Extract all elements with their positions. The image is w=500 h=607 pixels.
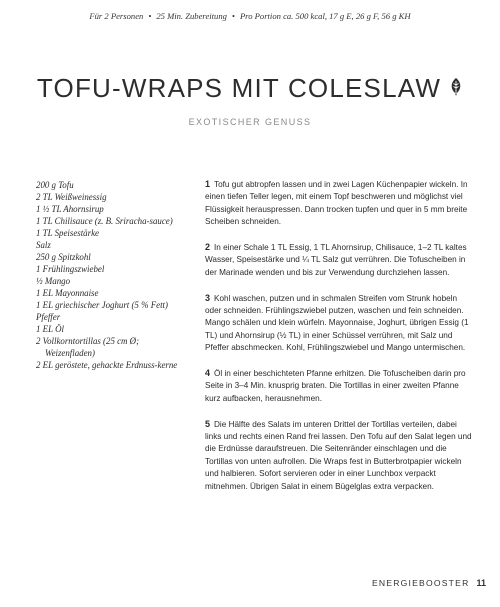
separator-1: • [148, 11, 152, 21]
ingredient-item: ½ Mango [36, 276, 71, 286]
step-number: 2 [205, 242, 211, 253]
step-number: 4 [205, 368, 211, 379]
ingredient-item: 1 EL Öl [36, 324, 64, 334]
ingredient-list [36, 179, 186, 371]
step-number: 1 [205, 179, 211, 189]
step-text: Die Hälfte des Salats im unteren Drittel der Tortillas verteilen, dabei links und rechts einen Rand frei lassen. Den Tofu auf den Salat legen und die Erdnüsse daraufstreuen. Die Seitenränder einschlagen und die Tortillas von unten aufrollen. Die Wraps fest in Butterbrotpapier wickeln und halbieren. Sofort servieren oder in einer Lunchbox verpackt mitnehmen. Übrigen Salat in einem Bügelglas extra verpacken. [205, 419, 472, 491]
ingredient-item: 1 Frühlingszwiebel [36, 264, 105, 274]
ingredient-item: Pfeffer [36, 312, 61, 322]
section-name: ENERGIEBOOSTER [371, 578, 470, 588]
step-number: 5 [205, 418, 211, 429]
page-number: 11 [476, 578, 486, 588]
step-5 [205, 418, 473, 493]
ingredient-item: 250 g Spitzkohl [36, 252, 91, 262]
step-text: Tofu gut abtropfen lassen und in zwei Lagen Küchenpapier wickeln. In einen tiefen Teller legen, mit einem Topf beschweren und möglichst viel Flüssigkeit herauspressen. Dann trocken tupfen und quer in 5 mm breite Scheiben schneiden. [205, 180, 468, 227]
ingredient-item: 1 TL Chilisauce (z. B. Sriracha-sauce) [36, 216, 173, 226]
recipe-title [0, 73, 500, 106]
step-3 [205, 292, 473, 355]
leaf-icon [449, 73, 463, 104]
step-number: 3 [205, 292, 211, 303]
ingredient-item: 1 ½ TL Ahornsirup [36, 204, 104, 214]
recipe-meta [0, 11, 500, 21]
step-text: In einer Schale 1 TL Essig, 1 TL Ahornsirup, Chilisauce, 1–2 TL kaltes Wasser, Speisestärke und ¼ TL Salz gut verrühren. Die Tofuscheiben in der Marinade wenden und bis zur Verwendung durchziehen lassen. [205, 243, 467, 277]
ingredient-item: 200 g Tofu [36, 180, 74, 190]
ingredient-item: 1 TL Speisestärke [36, 228, 99, 238]
step-2 [205, 241, 473, 279]
ingredient-item: 1 EL griechischer Joghurt (5 % Fett) [36, 300, 168, 310]
step-text: Kohl waschen, putzen und in schmalen Streifen vom Strunk hobeln oder schneiden. Frühlingszwiebel putzen, waschen und fein schneiden. Mango schälen und klein würfeln. Mayonnaise, Joghurt, übrigen Essig (1 TL) und Ahornsirup (½ TL) in einer Schüssel verrühren, mit Salz und Pfeffer abschmecken. Kohl, Frühlingszwiebel und Mango untermischen. [205, 293, 469, 353]
recipe-title-text: TOFU-WRAPS MIT COLESLAW [36, 73, 442, 103]
servings: Für 2 Personen [89, 11, 144, 21]
recipe-subtitle: EXOTISCHER GENUSS [188, 117, 312, 127]
ingredient-item: 2 EL geröstete, gehackte Erdnuss-kerne [36, 360, 178, 370]
nutrition-info: Pro Portion ca. 500 kcal, 17 g E, 26 g F, 56 g KH [239, 11, 411, 21]
step-text: Öl in einer beschichteten Pfanne erhitzen. Die Tofuscheiben darin pro Seite in 3–4 Min. knusprig braten. Die Tortillas in einer zweiten Pfanne kurz aufbacken, herausnehmen. [205, 369, 466, 403]
ingredient-item: Salz [36, 240, 51, 250]
separator-2: • [231, 11, 235, 21]
step-4 [205, 367, 473, 405]
instruction-steps [205, 178, 473, 505]
ingredient-item: 1 EL Mayonnaise [36, 288, 99, 298]
prep-time: 25 Min. Zubereitung [156, 11, 227, 21]
ingredient-item: 2 Vollkorntortillas (25 cm Ø; Weizenfladen) [36, 336, 140, 358]
step-1 [205, 178, 473, 229]
page-footer [372, 578, 486, 588]
ingredient-item: 2 TL Weißweinessig [36, 192, 107, 202]
